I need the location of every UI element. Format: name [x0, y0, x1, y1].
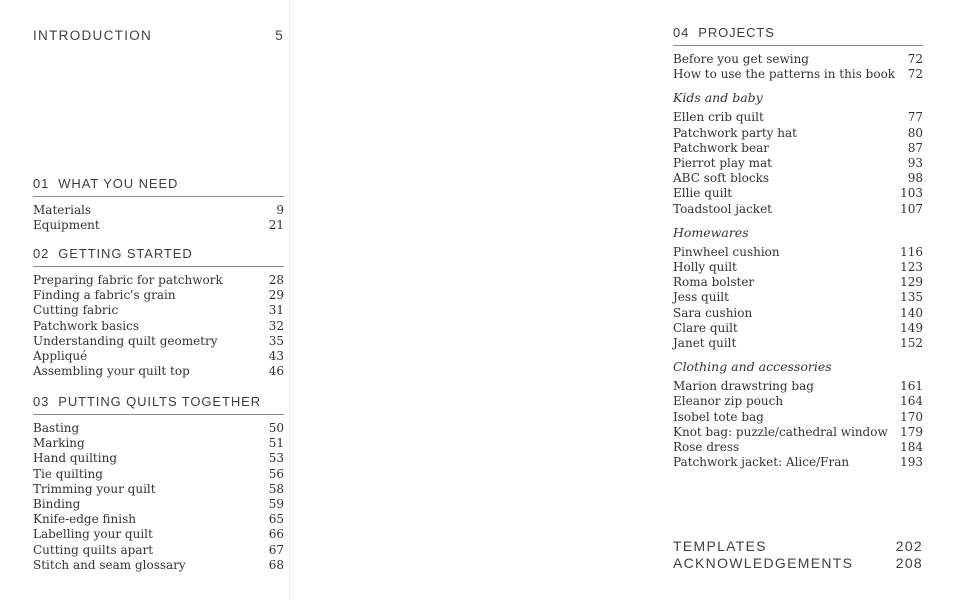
toc-entry-page: 28 — [268, 273, 284, 287]
toc-entry-page: 72 — [907, 52, 923, 66]
toc-entry — [673, 245, 923, 260]
toc-entry — [33, 203, 284, 218]
toc-entry — [673, 52, 923, 67]
toc-entry-title: Isobel tote bag — [673, 409, 764, 424]
toc-entry-page: 179 — [900, 424, 923, 439]
toc-section-putting-quilts-together — [33, 394, 284, 573]
toc-entry-page: 66 — [268, 527, 284, 542]
toc-entry — [33, 421, 284, 436]
toc-entry — [673, 110, 923, 125]
toc-entry-title: Knife-edge finish — [33, 512, 136, 527]
toc-entry-title: Ellen crib quilt — [673, 110, 764, 125]
toc-entry-title: Marking — [33, 436, 85, 451]
toc-entry-title: Clare quilt — [673, 320, 738, 335]
toc-entry-page: 9 — [276, 203, 284, 217]
toc-entry-page: 164 — [900, 394, 923, 409]
toc-entry-page: 87 — [907, 140, 923, 155]
toc-introduction-page: 5 — [275, 28, 284, 43]
toc-entry-page: 72 — [907, 67, 923, 82]
toc-entry — [673, 290, 923, 305]
toc-entry — [33, 288, 284, 303]
toc-entry-title: Toadstool jacket — [673, 201, 773, 216]
section-entries — [33, 273, 284, 379]
toc-entry-page: 170 — [900, 409, 923, 424]
toc-entry — [33, 558, 284, 573]
toc-entry-title: How to use the patterns in this book — [673, 67, 896, 82]
toc-entry — [33, 364, 284, 379]
section-heading — [33, 394, 284, 415]
toc-entry-page: 43 — [268, 349, 284, 364]
toc-entry — [673, 379, 923, 394]
toc-entry — [673, 156, 923, 171]
toc-entry — [673, 67, 923, 82]
toc-entry — [673, 186, 923, 201]
toc-subsection-kids-and-baby — [673, 90, 923, 216]
toc-entry-title: Sara cushion — [673, 305, 753, 320]
toc-entry — [673, 425, 923, 440]
section-number: 02 — [33, 246, 50, 261]
subsection-entries — [673, 379, 923, 470]
toc-entry-page: 46 — [268, 364, 284, 379]
toc-entry-title: Finding a fabric's grain — [33, 288, 176, 303]
toc-introduction-row — [33, 27, 284, 44]
toc-entry-title: Patchwork basics — [33, 318, 139, 333]
toc-entry-page: 135 — [900, 290, 923, 305]
section-title: PUTTING QUILTS TOGETHER — [58, 394, 261, 409]
toc-entry-page: 29 — [268, 288, 284, 303]
toc-entry-title: Labelling your quilt — [33, 527, 153, 542]
toc-entry-page: 56 — [268, 466, 284, 481]
toc-acknowledgements-label: ACKNOWLEDGEMENTS — [673, 555, 854, 571]
toc-entry — [673, 306, 923, 321]
toc-entry-page: 140 — [900, 305, 923, 320]
toc-entry-page: 98 — [907, 171, 923, 186]
toc-entry-title: Cutting fabric — [33, 303, 119, 318]
toc-entry-title: Materials — [33, 203, 92, 217]
toc-entry-title: Eleanor zip pouch — [673, 394, 784, 409]
subsection-title: Homewares — [673, 224, 749, 240]
toc-entry — [33, 497, 284, 512]
toc-entry-page: 193 — [900, 455, 923, 470]
toc-entry — [33, 349, 284, 364]
toc-entry — [673, 336, 923, 351]
toc-entry-title: Janet quilt — [673, 336, 737, 351]
toc-entry-page: 51 — [268, 436, 284, 451]
toc-entry-title: Pierrot play mat — [673, 156, 772, 171]
page-edge-line — [289, 0, 290, 600]
toc-templates-row — [673, 538, 923, 555]
toc-entry — [673, 141, 923, 156]
toc-entry — [33, 319, 284, 334]
toc-entry-title: Hand quilting — [33, 451, 117, 466]
toc-back-matter — [673, 538, 923, 572]
toc-entry-title: Basting — [33, 421, 80, 435]
toc-section-what-you-need — [33, 176, 284, 233]
toc-entry-page: 31 — [268, 303, 284, 318]
section-entries — [33, 421, 284, 573]
toc-entry — [673, 171, 923, 186]
section-title: GETTING STARTED — [58, 246, 193, 261]
toc-entry-page: 59 — [268, 497, 284, 512]
toc-entry-page: 123 — [900, 260, 923, 275]
toc-entry-title: ABC soft blocks — [673, 171, 770, 186]
toc-entry — [33, 451, 284, 466]
toc-entry-title: Patchwork jacket: Alice/Fran — [673, 455, 850, 470]
section-number: 03 — [33, 394, 50, 409]
toc-entry-page: 65 — [268, 512, 284, 527]
toc-entry-page: 184 — [900, 440, 923, 455]
toc-entry — [673, 321, 923, 336]
toc-entry-title: Patchwork party hat — [673, 125, 797, 140]
toc-acknowledgements-row — [673, 555, 923, 572]
subsection-entries — [673, 245, 923, 351]
toc-section-projects — [673, 25, 923, 470]
toc-entry-title: Jess quilt — [673, 290, 729, 305]
toc-entry — [33, 218, 284, 233]
toc-subsection-homewares — [673, 225, 923, 351]
toc-entry — [33, 273, 284, 288]
toc-entry-title: Preparing fabric for patchwork — [33, 273, 223, 287]
toc-acknowledgements-page: 208 — [895, 555, 923, 571]
toc-entry-page: 68 — [268, 557, 284, 572]
section-title: WHAT YOU NEED — [58, 176, 179, 191]
toc-entry — [33, 482, 284, 497]
toc-entry-page: 53 — [268, 451, 284, 466]
toc-entry-title: Before you get sewing — [673, 52, 809, 66]
toc-entry-page: 152 — [900, 336, 923, 351]
section-heading — [33, 176, 284, 197]
toc-entry — [33, 334, 284, 349]
toc-entry-title: Roma bolster — [673, 275, 755, 290]
toc-entry-page: 93 — [907, 156, 923, 171]
toc-entry-title: Marion drawstring bag — [673, 379, 814, 394]
toc-entry — [673, 394, 923, 409]
toc-entry-page: 58 — [268, 481, 284, 496]
toc-entry-title: Knot bag: puzzle/cathedral window — [673, 424, 888, 439]
section-heading — [33, 246, 284, 267]
toc-entry — [33, 543, 284, 558]
toc-entry-title: Trimming your quilt — [33, 481, 156, 496]
toc-entry — [33, 436, 284, 451]
section-number: 01 — [33, 176, 50, 191]
toc-entry-title: Understanding quilt geometry — [33, 333, 218, 348]
toc-entry-page: 21 — [268, 218, 284, 233]
section-heading — [673, 25, 923, 46]
section-title: PROJECTS — [698, 25, 775, 40]
toc-entry-page: 50 — [268, 421, 284, 435]
toc-templates-page: 202 — [895, 538, 923, 554]
toc-entry — [673, 202, 923, 217]
toc-templates-label: TEMPLATES — [673, 538, 767, 554]
toc-entry-page: 116 — [900, 244, 923, 259]
toc-entry-title: Tie quilting — [33, 466, 103, 481]
toc-entry-page: 149 — [900, 320, 923, 335]
toc-entry — [673, 455, 923, 470]
toc-entry-title: Ellie quilt — [673, 186, 733, 201]
toc-entry-page: 129 — [900, 275, 923, 290]
toc-entry — [33, 467, 284, 482]
toc-entry-page: 32 — [268, 318, 284, 333]
toc-entry-title: Cutting quilts apart — [33, 542, 154, 557]
subsection-title: Clothing and accessories — [673, 359, 832, 375]
toc-entry-title: Stitch and seam glossary — [33, 557, 186, 572]
toc-entry — [673, 126, 923, 141]
section-entries — [33, 203, 284, 233]
toc-entry — [673, 275, 923, 290]
toc-entry — [33, 303, 284, 318]
toc-entry-title: Patchwork bear — [673, 140, 769, 155]
subsection-entries — [673, 110, 923, 216]
toc-entry — [673, 260, 923, 275]
toc-entry-title: Binding — [33, 497, 81, 512]
section-number: 04 — [673, 25, 690, 40]
section-entries — [673, 52, 923, 82]
toc-entry-title: Appliqué — [33, 349, 88, 364]
toc-introduction-label: INTRODUCTION — [33, 28, 153, 43]
toc-entry-page: 67 — [268, 542, 284, 557]
toc-entry-title: Equipment — [33, 218, 100, 233]
toc-entry — [673, 410, 923, 425]
toc-entry-page: 80 — [907, 125, 923, 140]
toc-entry — [33, 512, 284, 527]
toc-entry-page: 107 — [900, 201, 923, 216]
toc-entry-page: 35 — [268, 333, 284, 348]
toc-entry-page: 103 — [900, 186, 923, 201]
toc-entry-title: Rose dress — [673, 440, 740, 455]
toc-entry-title: Pinwheel cushion — [673, 244, 780, 259]
toc-entry — [673, 440, 923, 455]
toc-entry-page: 77 — [907, 110, 923, 125]
toc-entry-title: Holly quilt — [673, 260, 737, 275]
toc-section-getting-started — [33, 246, 284, 379]
toc-entry-page: 161 — [900, 379, 923, 394]
subsection-title: Kids and baby — [673, 90, 763, 106]
toc-entry — [33, 527, 284, 542]
toc-entry-title: Assembling your quilt top — [33, 364, 190, 379]
toc-subsection-clothing-and-accessories — [673, 359, 923, 470]
